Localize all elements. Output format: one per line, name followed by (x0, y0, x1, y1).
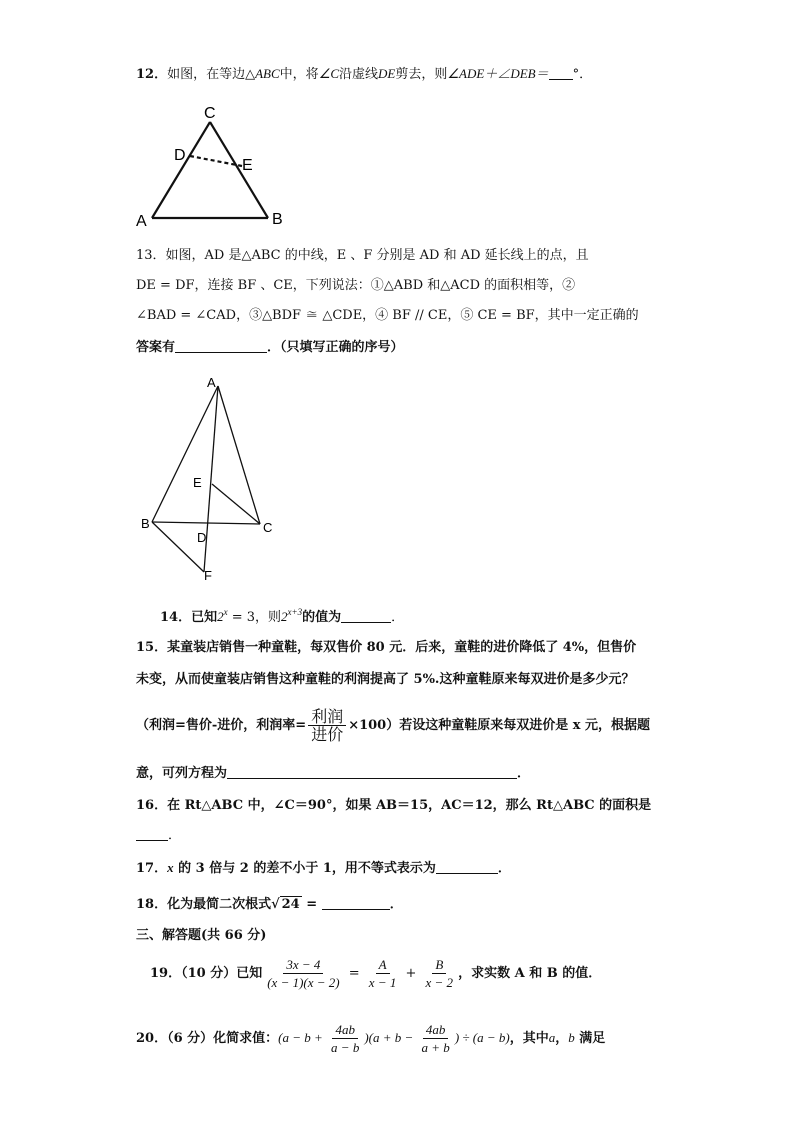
q18-text: 18．化为最简二次根式 (136, 897, 272, 912)
q12-side-bc (210, 122, 268, 218)
q17-answer-blank[interactable] (436, 859, 498, 874)
q15-formula-b: ×100）若设这种童鞋原来每双进价是 x 元，根据题 (348, 718, 651, 733)
q13-label-f: F (204, 568, 212, 582)
q20-var-a: a (548, 1030, 556, 1045)
q19-f2-numerator: A (376, 956, 390, 974)
q13-side-bc (152, 522, 260, 524)
q19-eq: = (344, 966, 364, 981)
q12-text-c: 沿虚线 (339, 67, 379, 82)
q19-f1-numerator: 3x − 4 (283, 956, 323, 974)
q12-text-d: 剪去，则 (395, 67, 448, 82)
q15-line-1: 15．某童装店销售一种童鞋，每双售价 80 元．后来，童鞋的进价降低了 4%，但售价 (136, 640, 637, 655)
q12-expression: ∠ADE＋∠DEB＝ (447, 66, 549, 81)
q19-f3-denominator: x − 2 (425, 975, 454, 990)
q12-triangle-symbol: △ (245, 67, 256, 82)
q20-fraction-2 (419, 1021, 453, 1056)
q18-line (136, 895, 403, 915)
q20-line (136, 1016, 605, 1061)
q13-line-4 (136, 338, 404, 358)
q19-fraction-left (264, 956, 342, 991)
q13-answer-label: 答案有 (136, 340, 176, 355)
q18-radical: √ 24 (271, 897, 300, 912)
q15-frac-denominator: 进价 (311, 725, 344, 744)
q19-line (150, 952, 601, 996)
q14-prefix: 14．已知 (160, 610, 218, 625)
q12-text-a: 如图，在等边 (167, 67, 246, 82)
q16-line-2 (136, 826, 181, 846)
section-heading: 三、解答题(共 66 分) (136, 928, 267, 943)
q15-formula-a: （利润=售价-进价，利润率= (136, 718, 307, 733)
q12-de: DE (378, 66, 396, 81)
q13-line-2: DE = DF，连接 BF 、CE，下列说法：①△ABD 和△ACD 的面积相等，② (136, 278, 576, 293)
q13-answer-blank[interactable] (175, 338, 267, 353)
q13-side-ab (152, 386, 218, 522)
q20-part-2: )(a + b − (364, 1030, 417, 1045)
q12-side-ac (152, 122, 210, 218)
q16-line-1: 16．在 Rt△ABC 中，∠C＝90°，如果 AB＝15，AC＝12，那么 Rt△ABC 的面积是 (136, 798, 652, 813)
q14-base-1: 2 (217, 609, 224, 624)
q17-number: 17． (136, 861, 168, 876)
q12-label-a: A (136, 213, 147, 230)
q12-triangle-figure (130, 100, 290, 230)
q17-variable-x: x (167, 860, 174, 875)
q18-eq: = (301, 897, 322, 912)
q19-prefix: 19．（10 分）已知 (150, 966, 263, 981)
q15-line-3 (136, 706, 650, 746)
q14-exp-2: x+3 (287, 607, 303, 617)
q13-label-a: A (207, 375, 216, 390)
q15-line-4 (136, 764, 530, 784)
q12-label-e: E (242, 157, 253, 174)
q12-label-b: B (272, 211, 283, 228)
q19-f2-denominator: x − 1 (368, 975, 397, 990)
q13-label-c: C (263, 520, 273, 535)
q16-answer-blank[interactable] (136, 826, 168, 841)
q18-answer-blank[interactable] (322, 895, 390, 910)
q15-equation-label: 意，可列方程为 (136, 766, 228, 781)
q13-side-ac (218, 386, 260, 524)
q17-line (136, 858, 511, 879)
q20-text-d: 满足 (574, 1031, 606, 1046)
q19-f3-numerator: B (432, 956, 446, 974)
q20-f1-numerator: 4ab (332, 1021, 358, 1039)
q12-number: 12． (136, 67, 168, 82)
q15-profit-rate-fraction (308, 708, 346, 743)
q19-fraction-a (366, 956, 400, 991)
q20-fraction-1 (328, 1021, 362, 1056)
q13-label-e: E (193, 475, 202, 490)
q14-answer-blank[interactable] (341, 608, 391, 623)
q15-end: ． (517, 766, 531, 781)
q12-label-c: C (204, 105, 216, 122)
q12-answer-blank[interactable] (549, 65, 573, 80)
q20-f1-denominator: a − b (331, 1040, 360, 1055)
q14-base-2: 2 (281, 609, 288, 624)
q13-line-3: ∠BAD = ∠CAD，③△BDF ≅ △CDE，④ BF // CE，⑤ CE = BF，其中一定正确的 (136, 308, 639, 323)
q13-line-1: 13．如图，AD 是△ABC 的中线，E 、F 分别是 AD 和 AD 延长线上的点，且 (136, 248, 589, 263)
q13-triangle-figure (138, 372, 288, 582)
q18-end: ． (389, 897, 403, 912)
q13-answer-note: ．（只填写正确的序号） (267, 340, 404, 355)
q12-abc: ABC (255, 66, 280, 81)
q14-exp-1: x (223, 607, 228, 617)
q20-part-1: (a − b + (278, 1030, 327, 1045)
q20-f2-numerator: 4ab (423, 1021, 449, 1039)
q19-fraction-b (423, 956, 457, 991)
q12-angle-c: ∠C (318, 66, 340, 81)
q19-f1-denominator: (x − 1)(x − 2) (267, 975, 340, 990)
q17-end: ． (497, 861, 511, 876)
q20-f2-denominator: a + b (421, 1040, 450, 1055)
q12-text-b: 中，将 (279, 67, 319, 82)
q13-label-d: D (197, 530, 207, 545)
q19-plus: + (401, 966, 421, 981)
q19-question: ，求实数 A 和 B 的值． (458, 966, 602, 981)
q20-text-c: ， (555, 1031, 569, 1046)
q14-rest: 的值为 (302, 610, 342, 625)
q14-line (160, 602, 404, 628)
q20-text-b: ，其中 (509, 1031, 549, 1046)
q20-var-b: b (568, 1030, 575, 1045)
q14-eq: = 3，则 (227, 610, 282, 625)
q20-prefix: 20．（6 分）化简求值： (136, 1031, 279, 1046)
q12-label-d: D (174, 147, 186, 164)
q13-label-b: B (141, 516, 150, 531)
q16-end: ． (168, 828, 182, 843)
q15-frac-numerator: 利润 (308, 708, 346, 726)
q15-answer-blank[interactable] (227, 764, 517, 779)
q13-segment-ce (212, 484, 260, 524)
q12-end: °． (572, 67, 593, 82)
q18-radicand: 24 (281, 897, 300, 912)
q14-end: ． (391, 610, 405, 625)
q20-part-3: ) ÷ (a − b) (454, 1030, 510, 1045)
q17-text: 的 3 倍与 2 的差不小于 1，用不等式表示为 (173, 861, 436, 876)
q15-line-2: 未变，从而使童装店销售这种童鞋的利润提高了 5%.这种童鞋原来每双进价是多少元？ (136, 672, 635, 687)
q12-line (136, 64, 592, 85)
